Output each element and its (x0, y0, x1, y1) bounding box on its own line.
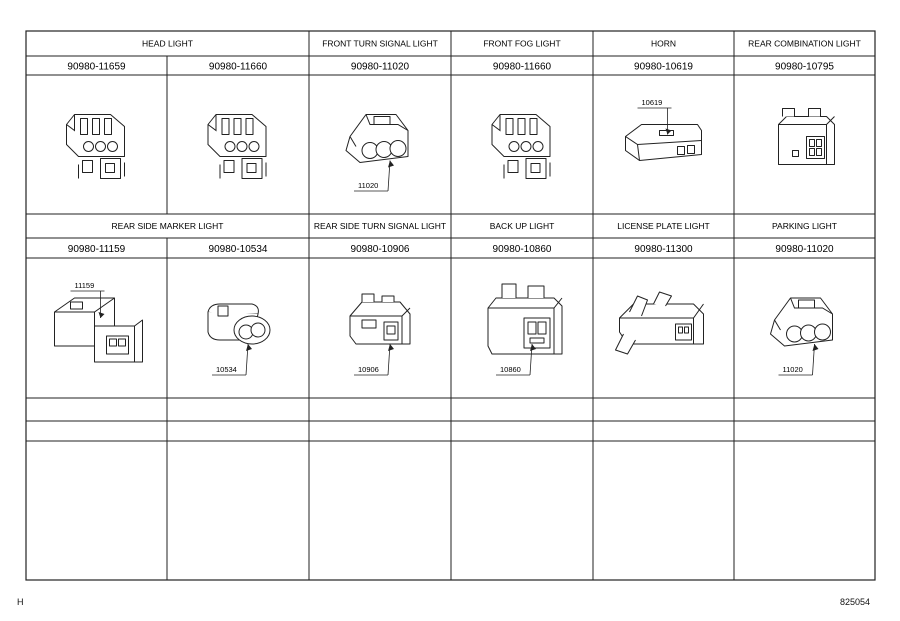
connector-drawing-cyl (208, 304, 270, 344)
table-text (67, 39, 860, 256)
figure-number: 825054 (840, 597, 871, 607)
callout (354, 344, 394, 375)
callout-label: 11020 (358, 181, 379, 190)
callout-label: 10860 (500, 365, 521, 374)
section-header: BACK UP LIGHT (489, 221, 555, 231)
connector-drawing-flat (626, 125, 702, 161)
callout (212, 344, 252, 375)
connector-drawing-hl (67, 115, 125, 179)
callout-label: 11159 (74, 281, 95, 290)
callout (779, 344, 819, 375)
part-number: 90980-11659 (67, 61, 126, 73)
section-header: REAR COMBINATION LIGHT (748, 38, 861, 49)
callout-label: 10534 (216, 365, 237, 374)
connector-drawing-hl (492, 115, 550, 179)
part-number: 90980-10860 (492, 244, 552, 255)
callout-label: 10906 (358, 365, 379, 374)
part-number: 90980-10619 (634, 61, 693, 73)
section-header: PARKING LIGHT (771, 221, 838, 231)
callout-label: 10619 (641, 98, 663, 107)
part-number: 90980-11660 (492, 61, 552, 73)
connector-drawing-license (616, 292, 704, 354)
connector-drawing-backup (488, 284, 562, 354)
connector-drawing-round3 (771, 298, 833, 346)
part-number: 90980-11020 (350, 61, 410, 73)
connector-drawing-round3 (346, 115, 408, 163)
section-header: REAR SIDE MARKER LIGHT (111, 221, 224, 231)
part-number: 90980-11660 (208, 61, 268, 73)
section-header: FRONT FOG LIGHT (483, 38, 561, 49)
connector-drawing-marker (55, 298, 143, 362)
section-header: REAR SIDE TURN SIGNAL LIGHT (313, 221, 447, 231)
connector-drawing-turn (350, 294, 410, 344)
part-number: 90980-10906 (350, 244, 410, 255)
footer-left-code: H (17, 597, 24, 607)
part-number: 90980-10534 (208, 244, 268, 255)
section-header: HEAD LIGHT (141, 38, 194, 49)
part-number: 90980-11020 (775, 244, 834, 255)
callout (354, 161, 394, 192)
connector-drawing-box4 (779, 109, 835, 165)
part-number: 90980-11159 (67, 244, 126, 255)
connector-drawing-hl (208, 115, 266, 179)
table-grid (26, 31, 875, 580)
section-header: LICENSE PLATE LIGHT (617, 221, 710, 231)
connector-drawings (55, 98, 838, 375)
part-number: 90980-10795 (775, 61, 834, 73)
part-number: 90980-11300 (634, 244, 693, 255)
section-header: FRONT TURN SIGNAL LIGHT (322, 38, 438, 49)
section-header: HORN (650, 38, 677, 49)
callout-label: 11020 (782, 365, 803, 374)
